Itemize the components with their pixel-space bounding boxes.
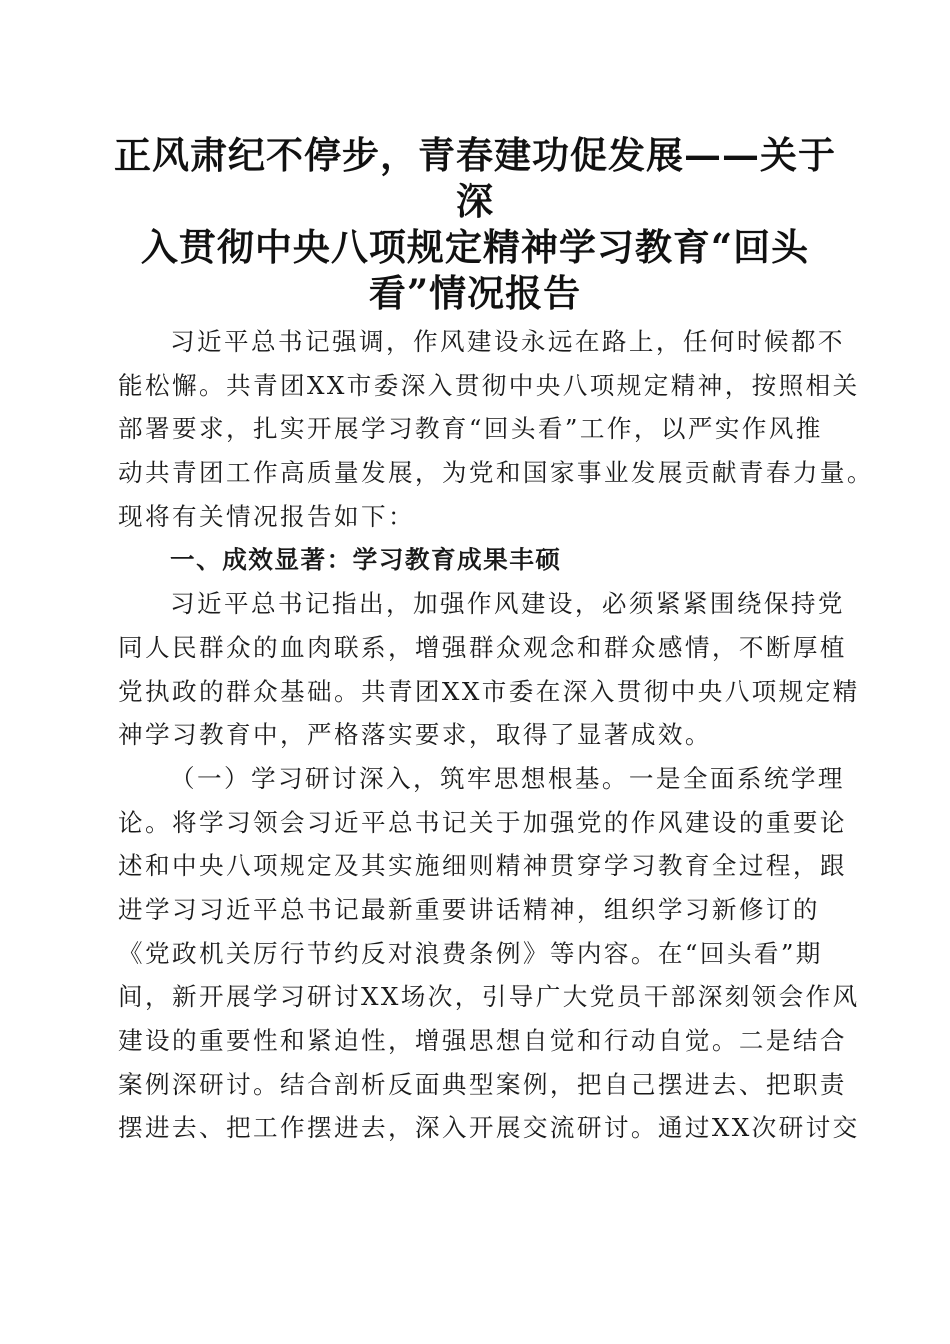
paragraph-line: 动共青团工作高质量发展，为党和国家事业发展贡献青春力量。 (118, 458, 874, 488)
paragraph-line: 《党政机关厉行节约反对浪费条例》等内容。在“回头看”期 (118, 938, 823, 968)
paragraph-line: 案例深研讨。结合剖析反面典型案例，把自己摆进去、把职责 (118, 1069, 847, 1099)
paragraph-line: 间，新开展学习研讨XX场次，引导广大党员干部深刻领会作风 (118, 982, 860, 1012)
paragraph-line: 党执政的群众基础。共青团XX市委在深入贯彻中央八项规定精 (118, 676, 860, 706)
paragraph-line: 习近平总书记指出，加强作风建设，必须紧紧围绕保持党 (170, 589, 845, 619)
paragraph-line: 部署要求，扎实开展学习教育“回头看”工作，以严实作风推 (118, 414, 823, 444)
paragraph-line: 论。将学习领会习近平总书记关于加强党的作风建设的重要论 (118, 807, 847, 837)
paragraph-line: 能松懈。共青团XX市委深入贯彻中央八项规定精神，按照相关 (118, 370, 860, 400)
paragraph-line: 建设的重要性和紧迫性，增强思想自觉和行动自觉。二是结合 (118, 1026, 847, 1055)
title-line: 入贯彻中央八项规定精神学习教育“回头 (140, 225, 810, 269)
paragraph-line: 述和中央八项规定及其实施细则精神贯穿学习教育全过程，跟 (118, 851, 847, 881)
subsection-line: （一）学习研讨深入，筑牢思想根基。一是全面系统学理 (170, 763, 845, 793)
paragraph-line: 神学习教育中，严格落实要求，取得了显著成效。 (118, 720, 712, 750)
title-line: 看”情况报告 (368, 271, 582, 315)
document-title (100, 132, 850, 316)
paragraph-line: 习近平总书记强调，作风建设永远在路上，任何时候都不 (170, 327, 845, 356)
paragraph-line: 现将有关情况报告如下： (118, 501, 415, 531)
paragraph-line: 同人民群众的血肉联系，增强群众观念和群众感情，不断厚植 (118, 632, 847, 662)
section-heading: 一、成效显著：学习教育成果丰硕 (170, 545, 562, 575)
paragraph-line: 摆进去、把工作摆进去，深入开展交流研讨。通过XX次研讨交 (118, 1113, 860, 1143)
paragraph-line: 进学习习近平总书记最新重要讲话精神，组织学习新修订的 (118, 894, 820, 924)
document-body (118, 320, 874, 1150)
title-line: 正风肃纪不停步，青春建功促发展——关于深 (114, 133, 836, 223)
